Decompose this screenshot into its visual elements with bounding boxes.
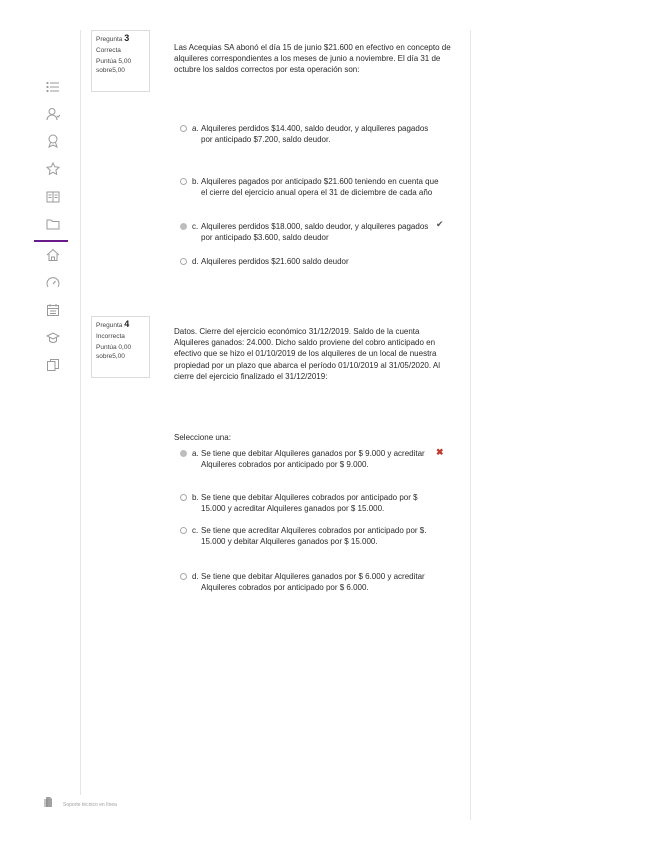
- graduation-icon[interactable]: [46, 331, 60, 345]
- question-4-info: [91, 316, 150, 378]
- user-icon[interactable]: [46, 107, 60, 121]
- content-right-border: [470, 30, 471, 820]
- folder-icon[interactable]: [46, 217, 60, 231]
- answer-text: Se tiene que acreditar Alquileres cobrados por anticipado por $. 15.000 y debitar Alquileres ganados por $ 15.000.: [201, 526, 427, 547]
- question-score: Puntúa 0,00 sobre5,00: [96, 344, 132, 360]
- incorrect-cross-icon: ✖: [436, 447, 444, 457]
- question-status: Correcta: [96, 47, 121, 54]
- answer-text: Alquileres perdidos $21.600 saldo deudor: [201, 257, 349, 266]
- dashboard-icon[interactable]: [46, 276, 60, 290]
- copy-icon[interactable]: [46, 358, 60, 372]
- radio-button[interactable]: [180, 258, 187, 265]
- question-label: Pregunta: [96, 322, 123, 329]
- star-icon[interactable]: [46, 162, 60, 176]
- question-4-text: Datos. Cierre del ejercicio económico 31/12/2019. Saldo de la cuenta Alquileres ganados: 24.000. Dicho saldo proviene del cobro anticipado en efectivo que se hizo el 01/10/2019 de los alquileres de un local de nuestra propiedad por un plazo que abarca el período 01/10/2019 al 31/05/2020. Al cierre del ejercicio finalizado el 31/12/2019:: [174, 327, 440, 381]
- award-icon[interactable]: [46, 134, 60, 148]
- answer-text: Se tiene que debitar Alquileres ganados por $ 6.000 y acreditar Alquileres cobrados por anticipado por $ 6.000.: [201, 572, 425, 593]
- question-number: 4: [124, 319, 130, 329]
- select-one-prompt: Seleccione una:: [174, 433, 231, 442]
- question-label: Pregunta: [96, 36, 123, 43]
- radio-button-selected[interactable]: [180, 223, 187, 230]
- support-link[interactable]: Soporte técnico en línea: [63, 802, 117, 808]
- question-score: Puntúa 5,00 sobre5,00: [96, 58, 132, 74]
- support-icon[interactable]: [44, 795, 54, 807]
- radio-button[interactable]: [180, 494, 187, 501]
- answer-text: Alquileres perdidos $14.400, saldo deudor, y alquileres pagados por anticipado $7.200, saldo deudor.: [201, 124, 429, 145]
- correct-check-icon: ✔: [436, 219, 444, 229]
- answer-text: Alquileres perdidos $18.000, saldo deudor, y alquileres pagados por anticipado $3.600, saldo deudor: [201, 222, 429, 243]
- radio-button[interactable]: [180, 178, 187, 185]
- home-icon[interactable]: [46, 248, 60, 262]
- radio-button[interactable]: [180, 573, 187, 580]
- book-icon[interactable]: [46, 190, 60, 204]
- answer-text: Alquileres pagados por anticipado $21.600 teniendo en cuenta que el cierre del ejercicio anual opera el 31 de diciembre de cada año: [201, 177, 439, 198]
- list-icon[interactable]: [46, 80, 60, 94]
- question-number: 3: [124, 33, 130, 43]
- active-indicator: [34, 240, 68, 242]
- radio-button-selected[interactable]: [180, 450, 187, 457]
- question-3-text: Las Acequias SA abonó el día 15 de junio $21.600 en efectivo en concepto de alquileres correspondientes a los meses de junio a noviembre. El día 31 de octubre los saldos correctos por esta operación son:: [174, 43, 451, 75]
- answer-text: Se tiene que debitar Alquileres cobrados por anticipado por $ 15.000 y acreditar Alquileres ganados por $ 15.000.: [201, 493, 418, 514]
- radio-button[interactable]: [180, 527, 187, 534]
- left-rail-divider: [80, 30, 81, 795]
- calendar-icon[interactable]: [46, 303, 60, 317]
- radio-button[interactable]: [180, 125, 187, 132]
- answer-text: Se tiene que debitar Alquileres ganados por $ 9.000 y acreditar Alquileres cobrados por anticipado por $ 9.000.: [201, 449, 425, 470]
- question-3-info: [91, 30, 150, 92]
- question-status: Incorrecta: [96, 333, 125, 340]
